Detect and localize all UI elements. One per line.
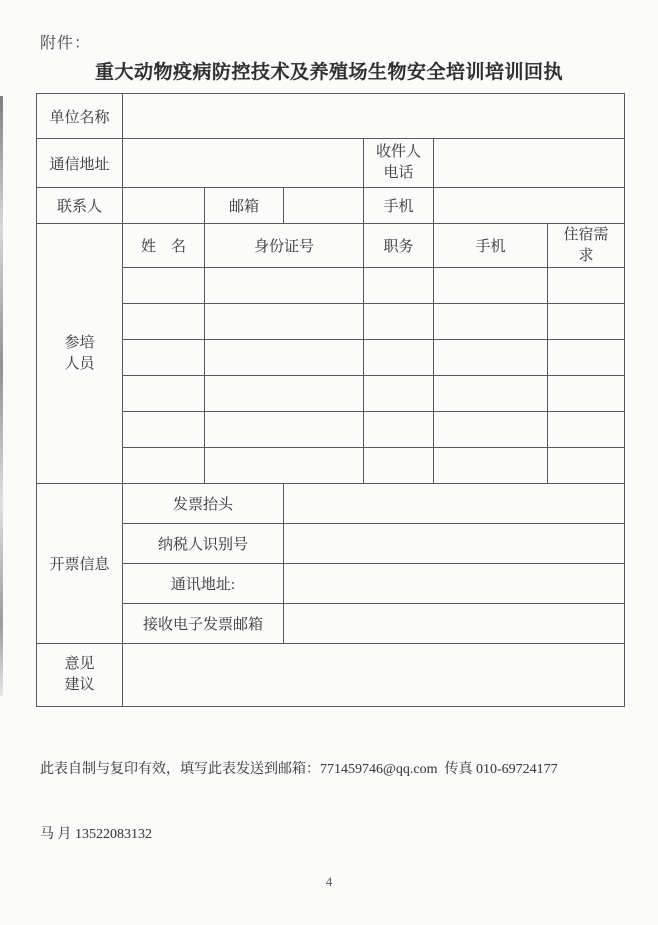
training-receipt-form — [36, 93, 625, 707]
participant-row — [37, 304, 625, 340]
unit-name-label: 单位名称 — [37, 94, 123, 139]
participant-position-cell — [364, 340, 434, 376]
recipient-phone-value-cell — [434, 139, 625, 188]
einvoice-email-row — [37, 604, 625, 644]
participant-accommodation-cell — [548, 376, 625, 412]
participant-accommodation-cell — [548, 268, 625, 304]
participant-accommodation-cell — [548, 340, 625, 376]
email-label: 邮箱 — [205, 188, 284, 224]
participant-name-cell — [123, 412, 205, 448]
footer-note — [40, 727, 630, 877]
participant-accommodation-cell — [548, 304, 625, 340]
page-number: 4 — [325, 874, 333, 889]
participant-name-cell — [123, 340, 205, 376]
participant-row — [37, 448, 625, 484]
scan-artifact-left-edge — [0, 96, 3, 696]
recipient-phone-label — [364, 139, 434, 188]
participant-position-cell — [364, 376, 434, 412]
einvoice-email-label: 接收电子发票邮箱 — [123, 604, 284, 644]
address-value-cell — [123, 139, 364, 188]
participant-position-cell — [364, 268, 434, 304]
col-header-accommodation — [548, 224, 625, 268]
participant-position-cell — [364, 412, 434, 448]
mobile-value-cell — [434, 188, 625, 224]
suggestions-value-cell — [123, 644, 625, 707]
participant-position-cell — [364, 304, 434, 340]
participant-id-cell — [205, 268, 364, 304]
participants-label-line1: 参培 — [64, 334, 95, 351]
participants-label-line2: 人员 — [64, 355, 95, 372]
invoice-title-value-cell — [284, 484, 625, 524]
taxpayer-id-value-cell — [284, 524, 625, 564]
contact-value-cell — [123, 188, 205, 224]
contact-label: 联系人 — [37, 188, 123, 224]
participant-position-cell — [364, 448, 434, 484]
invoice-title-row — [37, 484, 625, 524]
participants-header-row — [37, 224, 625, 268]
participant-id-cell — [205, 376, 364, 412]
participant-name-cell — [123, 376, 205, 412]
mailing-address-row — [37, 564, 625, 604]
suggestions-label-line2: 建议 — [64, 677, 95, 693]
footer-note-line2: 马 月 13522083132 — [40, 827, 152, 842]
address-row — [37, 139, 625, 188]
participant-row — [37, 412, 625, 448]
invoice-title-label: 发票抬头 — [123, 484, 284, 524]
participant-id-cell — [205, 448, 364, 484]
address-label: 通信地址 — [37, 139, 123, 188]
participant-id-cell — [205, 304, 364, 340]
participant-name-cell — [123, 268, 205, 304]
col-header-position: 职务 — [364, 224, 434, 268]
mailing-address-value-cell — [284, 564, 625, 604]
mailing-address-label: 通讯地址: — [123, 564, 284, 604]
participant-accommodation-cell — [548, 448, 625, 484]
participant-mobile-cell — [434, 448, 548, 484]
contact-row — [37, 188, 625, 224]
mobile-label: 手机 — [364, 188, 434, 224]
suggestions-label — [37, 644, 123, 707]
invoice-info-label: 开票信息 — [37, 484, 123, 644]
suggestions-row — [37, 644, 625, 707]
participant-id-cell — [205, 340, 364, 376]
einvoice-email-value-cell — [284, 604, 625, 644]
taxpayer-id-label: 纳税人识别号 — [123, 524, 284, 564]
participant-mobile-cell — [434, 268, 548, 304]
participant-accommodation-cell — [548, 412, 625, 448]
recipient-phone-label-line1: 收件人 — [375, 144, 421, 160]
col-header-mobile: 手机 — [434, 224, 548, 268]
participant-mobile-cell — [434, 376, 548, 412]
col-header-name: 姓 名 — [123, 224, 205, 268]
participant-name-cell — [123, 304, 205, 340]
taxpayer-id-row — [37, 524, 625, 564]
page-title: 重大动物疫病防控技术及养殖场生物安全培训培训回执 — [94, 62, 563, 83]
participant-row — [37, 340, 625, 376]
footer-note-line1: 此表自制与复印有效，填写此表发送到邮箱：771459746@qq.com 传真 010-69724177 — [40, 762, 558, 777]
recipient-phone-label-line2: 电话 — [383, 165, 414, 181]
participants-label-cell — [37, 224, 123, 484]
participant-row — [37, 268, 625, 304]
participant-mobile-cell — [434, 412, 548, 448]
unit-name-row — [37, 94, 625, 139]
col-header-id-number: 身份证号 — [205, 224, 364, 268]
participant-mobile-cell — [434, 304, 548, 340]
participant-name-cell — [123, 448, 205, 484]
email-value-cell — [284, 188, 364, 224]
suggestions-label-line1: 意见 — [64, 656, 95, 672]
participant-row — [37, 376, 625, 412]
col-header-accommodation-text: 住宿需求 — [563, 226, 609, 264]
attachment-label: 附件： — [40, 35, 92, 52]
participant-mobile-cell — [434, 340, 548, 376]
unit-name-value-cell — [123, 94, 625, 139]
participant-id-cell — [205, 412, 364, 448]
